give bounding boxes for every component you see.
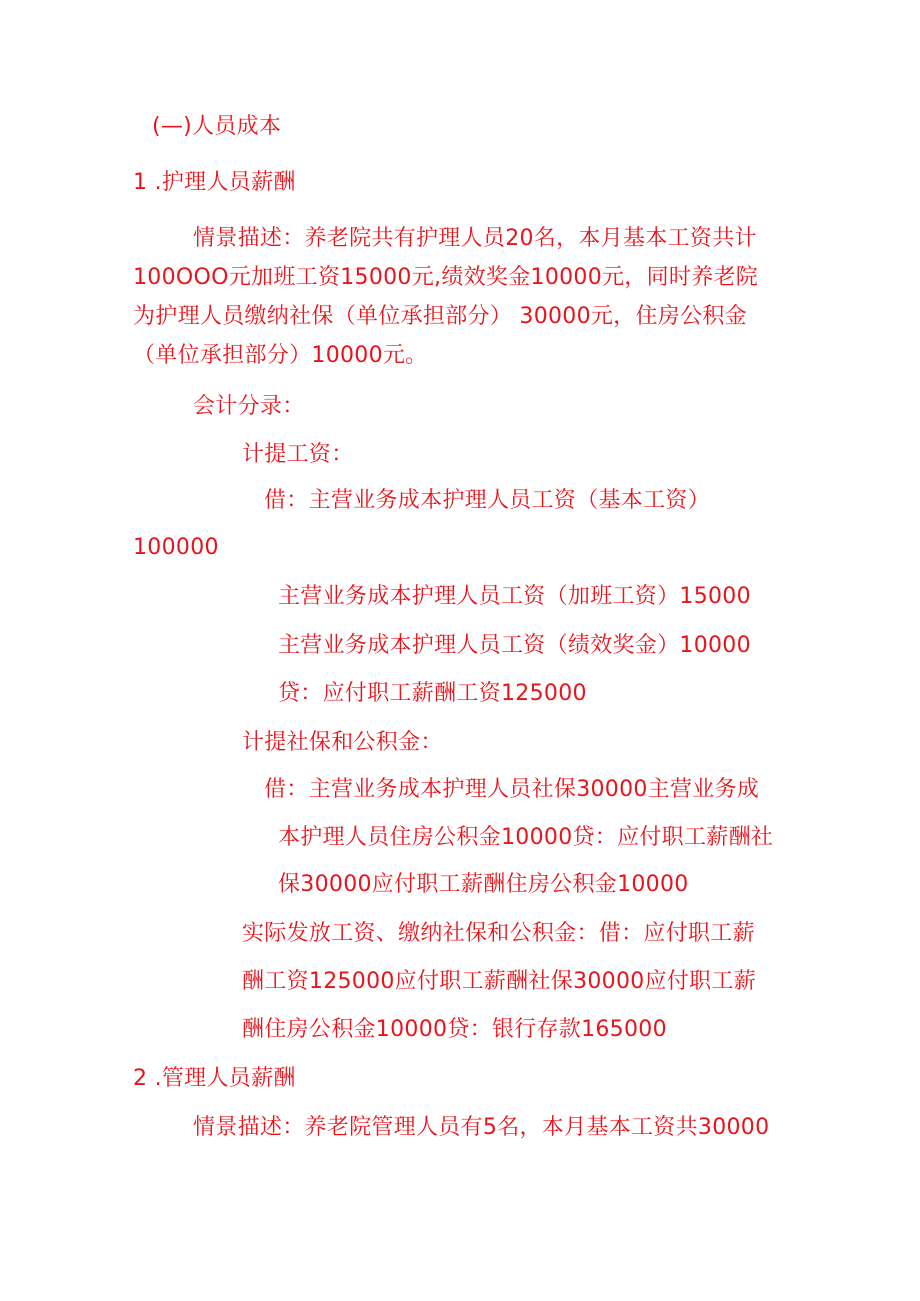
social-line-2: 本护理人员住房公积金10000贷：应付职工薪酬社 bbox=[278, 825, 774, 850]
scenario-2-line-1: 情景描述：养老院管理人员有5名，本月基本工资共30000 bbox=[193, 1115, 770, 1140]
payment-line-1: 实际发放工资、缴纳社保和公积金：借：应付职工薪 bbox=[242, 921, 755, 946]
scenario-1-line-4: （单位承担部分）10000元。 bbox=[133, 343, 428, 368]
scenario-1-line-2: 100OOO元加班工资15000元,绩效奖金10000元，同时养老院 bbox=[133, 265, 759, 290]
accrue-social-label: 计提社保和公积金： bbox=[242, 730, 443, 755]
debit-bonus: 主营业务成本护理人员工资（绩效奖金）10000 bbox=[278, 633, 751, 658]
accrue-wages-label: 计提工资： bbox=[242, 442, 354, 467]
debit-base-wage: 借：主营业务成本护理人员工资（基本工资） bbox=[264, 488, 711, 513]
scenario-1-line-1: 情景描述：养老院共有护理人员20名，本月基本工资共计 bbox=[193, 226, 757, 251]
payment-line-3: 酬住房公积金10000贷：银行存款165000 bbox=[242, 1017, 667, 1042]
social-line-1: 借：主营业务成本护理人员社保30000主营业务成 bbox=[264, 777, 760, 802]
social-line-3: 保30000应付职工薪酬住房公积金10000 bbox=[278, 872, 689, 897]
journal-label: 会计分录： bbox=[193, 394, 305, 419]
debit-base-wage-amount: 100000 bbox=[133, 535, 219, 560]
item-2-title: 2 .管理人员薪酬 bbox=[133, 1066, 296, 1091]
payment-line-2: 酬工资125000应付职工薪酬社保30000应付职工薪 bbox=[242, 969, 757, 994]
debit-overtime: 主营业务成本护理人员工资（加班工资）15000 bbox=[278, 584, 751, 609]
item-1-title: 1 .护理人员薪酬 bbox=[133, 170, 296, 195]
section-heading: (—)人员成本 bbox=[152, 114, 282, 139]
scenario-1-line-3: 为护理人员缴纳社保（单位承担部分） 30000元，住房公积金 bbox=[133, 304, 747, 329]
credit-wages: 贷：应付职工薪酬工资125000 bbox=[278, 681, 587, 706]
